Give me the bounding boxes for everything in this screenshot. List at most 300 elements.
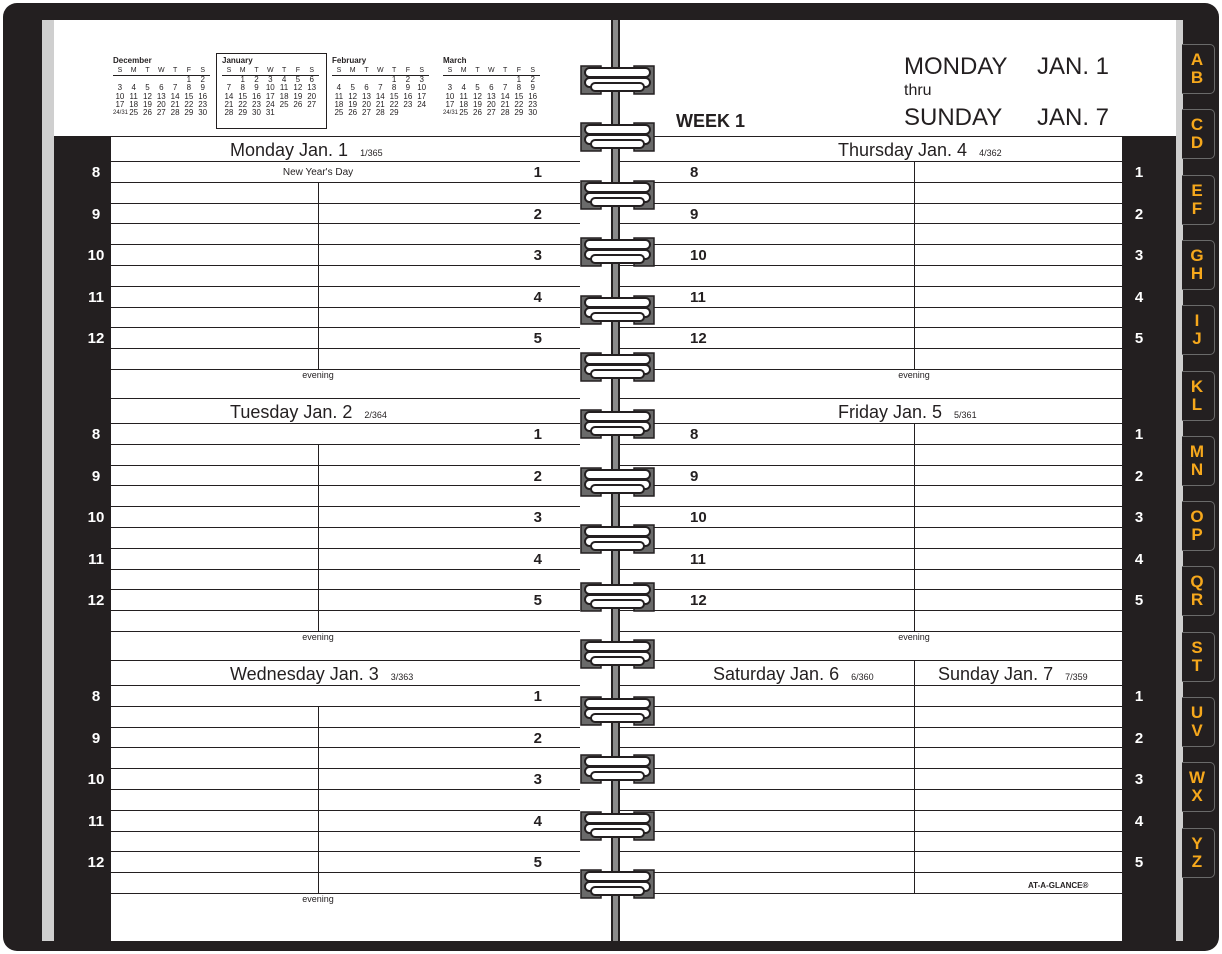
mini-calendar-day: 29 bbox=[389, 108, 399, 118]
left-hour-line bbox=[111, 465, 580, 466]
day-count: 6/360 bbox=[851, 672, 874, 682]
index-tab-gh[interactable] bbox=[1182, 240, 1215, 290]
mini-calendar-day: 8 bbox=[240, 83, 245, 93]
left-hour-label-10: 10 bbox=[87, 509, 105, 526]
left-pm-hour-label-2: 2 bbox=[533, 730, 542, 747]
mini-calendar-day: 31 bbox=[265, 108, 275, 118]
right-hour-line bbox=[620, 727, 1122, 728]
mini-calendar-january bbox=[222, 56, 319, 117]
index-tab-cd[interactable] bbox=[1182, 109, 1215, 159]
mini-calendar-day: 29 bbox=[238, 108, 248, 118]
weekday-label: S bbox=[419, 67, 425, 74]
mini-calendar-day: 6 bbox=[364, 83, 369, 93]
mini-calendar-day: 25 bbox=[459, 108, 469, 118]
left-hour-label-11: 11 bbox=[88, 289, 104, 306]
holiday-label: New Year's Day bbox=[282, 167, 354, 178]
mini-calendar-day: 26 bbox=[473, 108, 482, 118]
left-hour-label-12: 12 bbox=[87, 854, 105, 871]
mini-calendar-day: 21 bbox=[500, 99, 510, 109]
tab-letter: N bbox=[1190, 460, 1204, 479]
spiral-ring bbox=[580, 235, 655, 269]
mini-calendar-day: 26 bbox=[293, 99, 303, 109]
mini-calendar-day: 17 bbox=[417, 91, 427, 101]
mini-calendar-week bbox=[113, 109, 210, 117]
right-pm-hour-label-2: 2 bbox=[1134, 730, 1144, 747]
mini-calendar-day: 2 bbox=[200, 75, 205, 84]
tab-letter: Z bbox=[1191, 852, 1203, 871]
spiral-ring-graphic bbox=[580, 63, 655, 97]
right-block-top-line bbox=[611, 660, 1122, 661]
tab-letter: M bbox=[1189, 442, 1205, 461]
left-pm-hour-label-1: 1 bbox=[533, 426, 542, 443]
day-count: 2/364 bbox=[364, 410, 387, 420]
mini-calendar-day: 10 bbox=[265, 83, 275, 93]
tab-letter: K bbox=[1190, 377, 1204, 396]
right-hour-label-11: 11 bbox=[690, 289, 706, 306]
mini-calendar-day: 10 bbox=[417, 83, 427, 93]
spiral-ring-graphic bbox=[580, 522, 655, 556]
left-evening-label: evening bbox=[302, 632, 334, 642]
tab-letter: D bbox=[1190, 133, 1204, 152]
left-day-header bbox=[230, 140, 383, 161]
mini-calendar-day: 1 bbox=[186, 75, 192, 84]
spiral-ring bbox=[580, 120, 655, 154]
left-pm-hour-label-5: 5 bbox=[533, 592, 542, 609]
left-hour-line bbox=[111, 423, 580, 424]
tab-letter: Q bbox=[1190, 572, 1204, 591]
left-pm-hour-label-3: 3 bbox=[533, 247, 542, 264]
left-hour-line bbox=[111, 872, 580, 873]
spiral-ring-graphic bbox=[580, 350, 655, 384]
weekday-label: S bbox=[447, 67, 453, 74]
mini-calendar-day: 3 bbox=[419, 75, 424, 84]
mini-calendar-day: 23 bbox=[528, 99, 538, 109]
left-pm-hour-label-3: 3 bbox=[533, 509, 542, 526]
mini-calendar-day: 10 bbox=[115, 91, 125, 101]
right-column-divider bbox=[914, 423, 915, 631]
index-tab-uv[interactable] bbox=[1182, 697, 1215, 747]
mini-calendar-day: 14 bbox=[170, 91, 180, 101]
mini-calendar-day: 28 bbox=[375, 108, 385, 118]
index-tab-qr[interactable] bbox=[1182, 566, 1215, 616]
right-pm-hour-label-4: 4 bbox=[1134, 551, 1144, 568]
mini-calendar-day: 21 bbox=[170, 99, 180, 109]
mini-calendar-day bbox=[305, 109, 319, 117]
mini-calendar-day: 26 bbox=[143, 108, 152, 118]
left-block-top-line bbox=[111, 398, 580, 399]
tab-letter: A bbox=[1190, 50, 1204, 69]
right-hour-line bbox=[620, 307, 1122, 308]
mini-calendar-weekdays bbox=[332, 66, 429, 76]
mini-calendar-day: 22 bbox=[389, 99, 399, 109]
right-hour-line bbox=[620, 851, 1122, 852]
spiral-ring bbox=[580, 407, 655, 441]
mini-calendar-day: 8 bbox=[516, 83, 522, 93]
left-day-header bbox=[230, 664, 413, 685]
right-hour-line bbox=[620, 506, 1122, 507]
mini-calendar-day: 6 bbox=[489, 83, 494, 93]
right-column-divider bbox=[914, 161, 915, 369]
right-hour-line bbox=[620, 768, 1122, 769]
tab-letter: F bbox=[1191, 199, 1203, 218]
mini-calendar-day: 7 bbox=[502, 83, 508, 93]
right-hour-label-10: 10 bbox=[690, 247, 707, 264]
tab-letter: E bbox=[1191, 181, 1203, 200]
day-name: Friday Jan. 5 bbox=[838, 402, 943, 422]
mini-calendar-day: 20 bbox=[486, 99, 496, 109]
mini-calendar-day: 18 bbox=[279, 91, 289, 101]
tab-letter: U bbox=[1190, 703, 1204, 722]
right-hour-line bbox=[620, 444, 1122, 445]
left-hour-line bbox=[111, 831, 580, 832]
left-hour-label-12: 12 bbox=[87, 592, 105, 609]
mini-calendar-month: December bbox=[113, 56, 152, 65]
left-hour-line bbox=[111, 265, 580, 266]
weekday-label: W bbox=[376, 67, 384, 74]
right-hour-line bbox=[620, 831, 1122, 832]
mini-calendar-day: 5 bbox=[475, 83, 480, 93]
mini-calendar-day bbox=[291, 109, 305, 117]
mini-calendar-day: 27 bbox=[486, 108, 496, 118]
mini-calendar-day: 20 bbox=[362, 99, 371, 109]
left-block-top-line bbox=[111, 660, 580, 661]
spiral-ring bbox=[580, 350, 655, 384]
right-pm-hour-label-3: 3 bbox=[1134, 771, 1144, 788]
mini-calendar-week bbox=[332, 109, 429, 117]
mini-calendar-day: 13 bbox=[362, 91, 371, 101]
index-tab-op[interactable] bbox=[1182, 501, 1215, 551]
mini-calendar-day: 15 bbox=[238, 91, 248, 101]
left-hour-label-10: 10 bbox=[87, 247, 105, 264]
mini-calendar-month: January bbox=[222, 56, 253, 65]
left-hour-label-8: 8 bbox=[91, 688, 101, 705]
left-hour-label-9: 9 bbox=[91, 468, 101, 485]
right-hour-line bbox=[620, 465, 1122, 466]
mini-calendar-day: 25 bbox=[129, 108, 139, 118]
weekday-label: S bbox=[336, 67, 342, 74]
right-hour-line bbox=[620, 161, 1122, 162]
weekday-label: F bbox=[295, 67, 301, 74]
mini-calendar-day bbox=[415, 109, 429, 117]
left-hour-line bbox=[111, 307, 580, 308]
spiral-ring-graphic bbox=[580, 694, 655, 728]
left-pm-hour-label-4: 4 bbox=[533, 813, 542, 830]
mini-calendar-day: 18 bbox=[459, 99, 469, 109]
mini-calendar-day: 9 bbox=[254, 83, 259, 93]
weekday-label: T bbox=[391, 67, 397, 74]
spiral-ring-graphic bbox=[580, 637, 655, 671]
mini-calendar-weekdays bbox=[443, 66, 540, 76]
mini-calendar-day: 14 bbox=[375, 91, 385, 101]
right-block-top-line bbox=[611, 136, 1122, 137]
header-end-day: SUNDAY bbox=[904, 104, 1003, 131]
tab-letter: W bbox=[1188, 768, 1206, 787]
tab-letter: O bbox=[1190, 507, 1204, 526]
right-evening-label: evening bbox=[898, 632, 930, 642]
spiral-ring bbox=[580, 867, 655, 901]
mini-calendar-day: 18 bbox=[334, 99, 344, 109]
right-hour-label-9: 9 bbox=[690, 468, 699, 485]
left-hour-label-11: 11 bbox=[88, 813, 104, 830]
mini-calendar-day: 7 bbox=[226, 83, 232, 93]
weekday-label: S bbox=[309, 67, 315, 74]
mini-calendar-day: 23 bbox=[252, 99, 261, 109]
right-hour-line bbox=[620, 348, 1122, 349]
spiral-ring-graphic bbox=[580, 407, 655, 441]
mini-calendar-day: 22 bbox=[184, 99, 194, 109]
index-tab-mn[interactable] bbox=[1182, 436, 1215, 486]
left-hour-line bbox=[111, 348, 580, 349]
weekend-header-divider bbox=[914, 660, 915, 685]
mini-calendar-day: 1 bbox=[240, 75, 245, 84]
tab-letter: I bbox=[1194, 311, 1200, 330]
index-tab-ij[interactable] bbox=[1182, 305, 1215, 355]
left-hour-line bbox=[111, 327, 580, 328]
mini-calendar-day: 1 bbox=[391, 75, 397, 84]
brand-logo: AT-A-GLANCE® bbox=[1028, 881, 1089, 890]
right-hour-line bbox=[620, 423, 1122, 424]
weekday-label: S bbox=[530, 67, 536, 74]
left-pm-hour-label-4: 4 bbox=[533, 551, 542, 568]
spiral-ring bbox=[580, 694, 655, 728]
day-count: 7/359 bbox=[1065, 672, 1088, 682]
mini-calendar-day: 4 bbox=[461, 83, 466, 93]
right-pm-hour-label-1: 1 bbox=[1134, 688, 1144, 705]
left-hour-line bbox=[111, 747, 580, 748]
right-pm-hour-label-4: 4 bbox=[1134, 289, 1144, 306]
mini-calendar-day: 24/31 bbox=[443, 110, 459, 117]
left-pm-hour-label-2: 2 bbox=[533, 206, 542, 223]
left-hour-line bbox=[111, 203, 580, 204]
mini-calendar-day: 19 bbox=[473, 99, 482, 109]
mini-calendar-day: 5 bbox=[350, 83, 355, 93]
mini-calendar-day: 12 bbox=[293, 83, 303, 93]
weekday-label: S bbox=[117, 67, 123, 74]
left-hour-line bbox=[111, 789, 580, 790]
mini-calendar-day: 17 bbox=[115, 99, 125, 109]
mini-calendar-day: 13 bbox=[156, 91, 166, 101]
header-start-day: MONDAY bbox=[904, 53, 1008, 80]
right-pm-hour-label-1: 1 bbox=[1134, 426, 1144, 443]
mini-calendar-day: 7 bbox=[172, 83, 178, 93]
weekday-label: T bbox=[475, 67, 480, 74]
right-hour-line bbox=[620, 685, 1122, 686]
mini-calendar-day: 11 bbox=[129, 91, 138, 101]
weekday-label: W bbox=[487, 67, 495, 74]
mini-calendar-day: 28 bbox=[224, 108, 234, 118]
right-hour-line bbox=[620, 789, 1122, 790]
tab-letter: C bbox=[1190, 115, 1204, 134]
right-hour-line bbox=[620, 327, 1122, 328]
left-hour-line bbox=[111, 506, 580, 507]
right-hour-line bbox=[620, 872, 1122, 873]
right-hour-line bbox=[620, 286, 1122, 287]
mini-calendar-day: 26 bbox=[348, 108, 358, 118]
mini-calendar-day: 14 bbox=[224, 91, 234, 101]
weekend-day-header bbox=[938, 664, 1088, 685]
index-tab-yz[interactable] bbox=[1182, 828, 1215, 878]
mini-calendar-day: 28 bbox=[500, 108, 510, 118]
left-page-edge bbox=[42, 20, 54, 941]
mini-calendar-february bbox=[332, 56, 429, 117]
mini-calendar-day: 16 bbox=[403, 91, 413, 101]
tab-letter: T bbox=[1191, 656, 1203, 675]
mini-calendar-day: 17 bbox=[445, 99, 455, 109]
mini-calendar-day: 2 bbox=[530, 75, 535, 84]
mini-calendar-month: February bbox=[332, 56, 367, 65]
right-hour-label-11: 11 bbox=[690, 551, 706, 568]
mini-calendar-day: 16 bbox=[252, 91, 261, 101]
mini-calendar-day: 9 bbox=[200, 83, 205, 93]
mini-calendar-day: 25 bbox=[334, 108, 344, 118]
mini-calendar-day: 22 bbox=[514, 99, 524, 109]
left-pm-hour-label-5: 5 bbox=[533, 330, 542, 347]
mini-calendar-day: 4 bbox=[281, 75, 287, 84]
day-name: Thursday Jan. 4 bbox=[838, 140, 968, 160]
mini-calendar-day: 15 bbox=[184, 91, 194, 101]
left-hour-line bbox=[111, 685, 580, 686]
right-hour-line bbox=[620, 265, 1122, 266]
day-count: 3/363 bbox=[390, 672, 414, 682]
day-name: Sunday Jan. 7 bbox=[938, 664, 1054, 684]
spiral-ring-graphic bbox=[580, 235, 655, 269]
mini-calendar-day: 12 bbox=[143, 91, 152, 101]
tab-letter: P bbox=[1191, 525, 1203, 544]
mini-calendar-day: 5 bbox=[295, 75, 301, 84]
right-hour-label-8: 8 bbox=[690, 164, 699, 181]
mini-calendar-day: 3 bbox=[268, 75, 273, 84]
left-hour-line bbox=[111, 569, 580, 570]
right-hour-label-12: 12 bbox=[690, 592, 707, 609]
right-hour-line bbox=[620, 182, 1122, 183]
day-name: Tuesday Jan. 2 bbox=[230, 402, 353, 422]
left-hour-line bbox=[111, 182, 580, 183]
mini-calendar-day: 21 bbox=[375, 99, 385, 109]
left-hour-line bbox=[111, 244, 580, 245]
mini-calendar-day: 15 bbox=[389, 91, 399, 101]
mini-calendar-day: 28 bbox=[170, 108, 180, 118]
header-thru: thru bbox=[904, 82, 932, 99]
header-end-date: JAN. 7 bbox=[1037, 104, 1110, 131]
spiral-ring bbox=[580, 752, 655, 786]
mini-calendar-day: 30 bbox=[198, 108, 208, 118]
right-hour-label-8: 8 bbox=[690, 426, 699, 443]
mini-calendar-day: 13 bbox=[307, 83, 317, 93]
index-tab-kl[interactable] bbox=[1182, 371, 1215, 421]
mini-calendar-day: 29 bbox=[514, 108, 524, 118]
left-hour-label-11: 11 bbox=[88, 551, 104, 568]
left-block-top-line bbox=[111, 136, 580, 137]
tab-letter: Y bbox=[1191, 834, 1203, 853]
header-week: WEEK 1 bbox=[676, 111, 746, 131]
weekday-label: F bbox=[186, 67, 192, 74]
mini-calendar-day: 16 bbox=[198, 91, 208, 101]
mini-calendar-day: 24 bbox=[417, 99, 427, 109]
weekday-label: T bbox=[502, 67, 508, 74]
mini-calendar-day: 18 bbox=[129, 99, 139, 109]
right-block-top-line bbox=[611, 398, 1122, 399]
weekday-label: T bbox=[254, 67, 259, 74]
mini-calendar-december bbox=[113, 56, 210, 117]
weekday-label: W bbox=[157, 67, 165, 74]
mini-calendar-week bbox=[222, 109, 319, 117]
right-pm-hour-label-5: 5 bbox=[1134, 854, 1144, 871]
mini-calendar-day: 16 bbox=[528, 91, 538, 101]
left-hour-line bbox=[111, 548, 580, 549]
mini-calendar-day: 27 bbox=[156, 108, 166, 118]
left-evening-label: evening bbox=[302, 370, 334, 380]
left-pm-hour-label-2: 2 bbox=[533, 468, 542, 485]
day-count: 4/362 bbox=[979, 148, 1002, 158]
right-day-header bbox=[838, 140, 1002, 161]
mini-calendar-day: 12 bbox=[348, 91, 358, 101]
mini-calendar-day: 30 bbox=[528, 108, 538, 118]
left-hour-label-12: 12 bbox=[87, 330, 105, 347]
mini-calendar-weekdays bbox=[113, 66, 210, 76]
index-tab-ef[interactable] bbox=[1182, 175, 1215, 225]
right-hour-line bbox=[620, 589, 1122, 590]
index-tab-ab[interactable] bbox=[1182, 44, 1215, 94]
index-tab-st[interactable] bbox=[1182, 632, 1215, 682]
mini-calendar-day: 10 bbox=[445, 91, 455, 101]
weekday-label: F bbox=[405, 67, 411, 74]
right-hour-line bbox=[620, 527, 1122, 528]
right-hour-line bbox=[620, 631, 1122, 632]
spiral-ring bbox=[580, 809, 655, 843]
left-pm-hour-label-4: 4 bbox=[533, 289, 542, 306]
left-evening-label: evening bbox=[302, 894, 334, 904]
left-hour-label-10: 10 bbox=[87, 771, 105, 788]
tab-letter: R bbox=[1190, 590, 1204, 609]
right-pm-hour-label-2: 2 bbox=[1134, 468, 1144, 485]
right-hour-label-9: 9 bbox=[690, 206, 699, 223]
mini-calendar-day: 21 bbox=[224, 99, 234, 109]
right-pm-hour-label-2: 2 bbox=[1134, 206, 1144, 223]
left-hour-label-9: 9 bbox=[91, 730, 101, 747]
tab-letter: X bbox=[1191, 786, 1203, 805]
mini-calendar-day: 14 bbox=[500, 91, 510, 101]
left-hour-label-8: 8 bbox=[91, 426, 101, 443]
mini-calendar-day: 11 bbox=[334, 91, 344, 101]
mini-calendar-day: 11 bbox=[279, 83, 289, 93]
spiral-ring-graphic bbox=[580, 580, 655, 614]
weekday-label: M bbox=[349, 67, 356, 74]
mini-calendar-day: 22 bbox=[238, 99, 248, 109]
weekday-label: S bbox=[200, 67, 206, 74]
index-tab-wx[interactable] bbox=[1182, 762, 1215, 812]
mini-calendar-day: 7 bbox=[378, 83, 383, 93]
left-day-header bbox=[230, 402, 387, 423]
right-hour-line bbox=[620, 369, 1122, 370]
tab-letter: V bbox=[1191, 721, 1203, 740]
left-pm-hour-label-1: 1 bbox=[533, 164, 542, 181]
mini-calendar-day: 1 bbox=[516, 75, 522, 84]
right-pm-hour-label-3: 3 bbox=[1134, 247, 1144, 264]
spiral-ring bbox=[580, 63, 655, 97]
day-name: Wednesday Jan. 3 bbox=[230, 664, 379, 684]
mini-calendar-day: 25 bbox=[279, 99, 289, 109]
left-hour-line bbox=[111, 706, 580, 707]
mini-calendar-day: 2 bbox=[405, 75, 411, 84]
left-hour-line bbox=[111, 485, 580, 486]
mini-calendar-day: 5 bbox=[145, 83, 150, 93]
mini-calendar-march bbox=[443, 56, 540, 117]
right-day-header bbox=[838, 402, 977, 423]
weekday-label: T bbox=[172, 67, 178, 74]
mini-calendar-day: 24 bbox=[265, 99, 275, 109]
left-hour-line bbox=[111, 851, 580, 852]
left-hour-line bbox=[111, 286, 580, 287]
